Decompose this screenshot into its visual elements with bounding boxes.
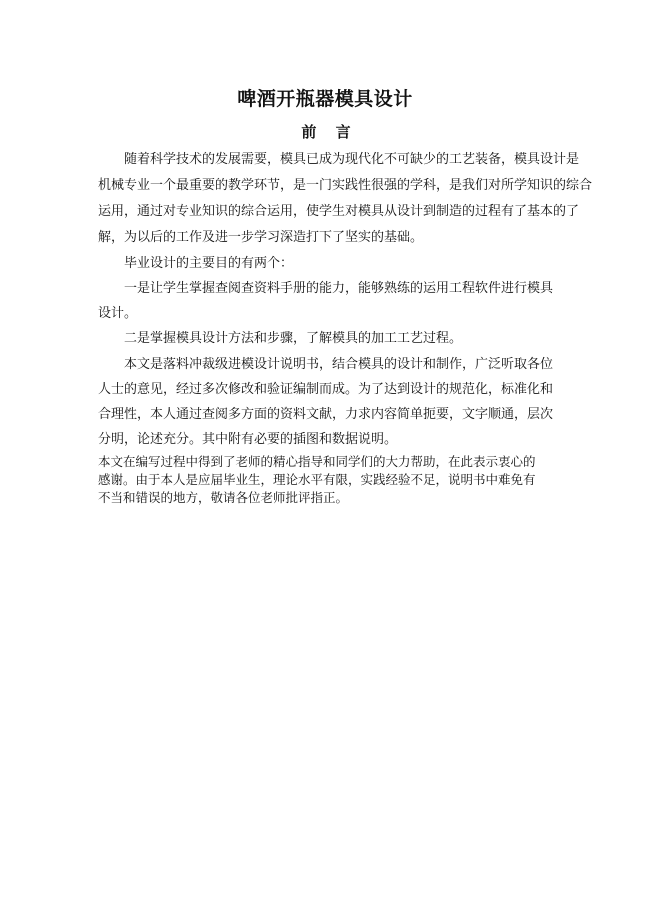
paragraph-line: 机械专业一个最重要的教学环节，是一门实践性很强的学科，是我们对所学知识的综合 [98, 178, 593, 193]
paragraph-line: 解，为以后的工作及进一步学习深造打下了坚实的基础。 [98, 230, 424, 245]
paragraph-line: 人士的意见，经过多次修改和验证编制而成。为了达到设计的规范化，标准化和 [98, 382, 554, 397]
paragraph-line: 随着科学技术的发展需要，模具已成为现代化不可缺少的工艺装备，模具设计是 [124, 152, 580, 167]
paragraph-line: 不当和错误的地方，敬请各位老师批评指正。 [98, 490, 349, 505]
paragraph-line: 设计。 [98, 306, 138, 321]
paragraph-line: 运用，通过对专业知识的综合运用，使学生对模具从设计到制造的过程有了基本的了 [98, 204, 580, 219]
paragraph-line: 合理性，本人通过查阅多方面的资料文献，力求内容简单扼要，文字顺通，层次 [98, 407, 554, 422]
paragraph-line: 二是掌握模具设计方法和步骤，了解模具的加工工艺过程。 [124, 331, 463, 346]
paragraph-line: 感谢。由于本人是应届毕业生，理论水平有限，实践经验不足，说明书中难免有 [98, 472, 536, 487]
paragraph-line: 分明，论述充分。其中附有必要的插图和数据说明。 [98, 432, 398, 447]
paragraph-line: 毕业设计的主要目的有两个： [124, 256, 294, 271]
paragraph-line: 本文是落料冲裁级进模设计说明书，结合模具的设计和制作，广泛听取各位 [124, 357, 554, 372]
document-title: 啤酒开瓶器模具设计 [237, 88, 413, 110]
paragraph-line: 一是让学生掌握查阅查资料手册的能力，能够熟练的运用工程软件进行模具 [124, 281, 554, 296]
preface-heading: 前 言 [301, 123, 351, 141]
paragraph-line: 本文在编写过程中得到了老师的精心指导和同学们的大力帮助，在此表示衷心的 [98, 454, 536, 469]
